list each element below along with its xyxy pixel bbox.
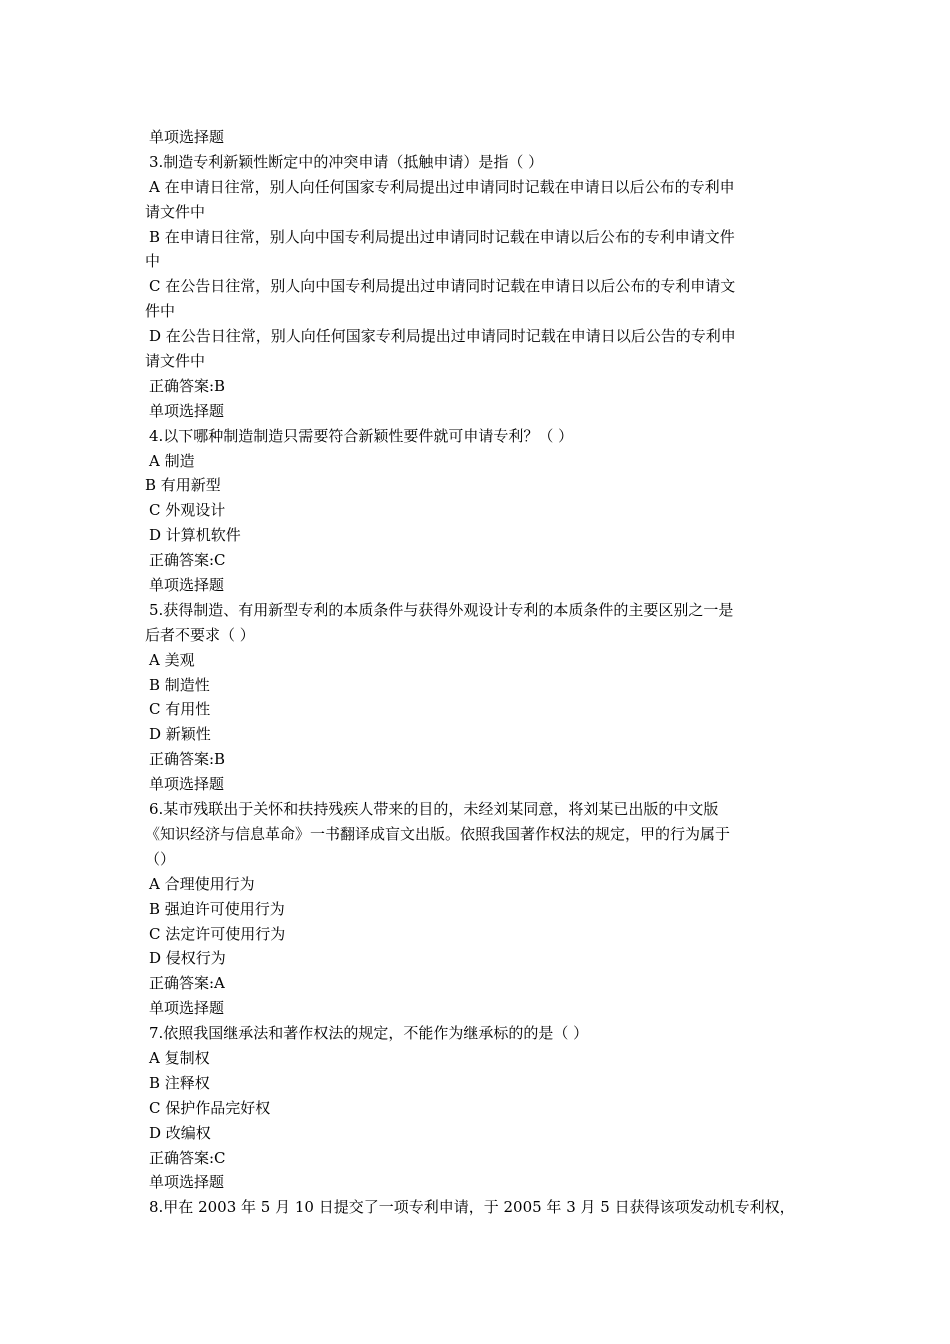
answer-option: C 有用性 — [149, 700, 211, 719]
question-text: 6.某市残联出于关怀和扶持残疾人带来的目的，未经刘某同意，将刘某已出版的中文版 — [149, 800, 719, 819]
question-text: 5.获得制造、有用新型专利的本质条件与获得外观设计专利的本质条件的主要区别之一是 — [149, 600, 734, 619]
answer-option: A 美观 — [149, 650, 195, 669]
correct-answer: 正确答案:B — [149, 376, 226, 395]
answer-option: C 法定许可使用行为 — [149, 924, 286, 943]
answer-option: A 在申请日往常，别人向任何国家专利局提出过申请同时记载在申请日以后公布的专利申 — [149, 177, 735, 196]
answer-option-continuation: 请文件中 — [145, 202, 206, 221]
answer-option: D 在公告日往常，别人向任何国家专利局提出过申请同时记载在申请日以后公告的专利申 — [149, 327, 736, 346]
answer-option: A 复制权 — [149, 1048, 210, 1067]
answer-option: D 侵权行为 — [149, 949, 226, 968]
answer-option: B 制造性 — [149, 675, 210, 694]
answer-option: B 注释权 — [149, 1073, 210, 1092]
question-type-label: 单项选择题 — [149, 1173, 225, 1192]
answer-option: B 在申请日往常，别人向中国专利局提出过申请同时记载在申请以后公布的专利申请文件 — [149, 227, 735, 246]
question-type-label: 单项选择题 — [149, 128, 225, 146]
answer-option: D 新颖性 — [149, 725, 211, 744]
answer-option: D 计算机软件 — [149, 526, 241, 545]
question-type-label: 单项选择题 — [149, 576, 225, 595]
answer-option-continuation: 件中 — [145, 302, 176, 321]
question-text: 8.甲在 2003 年 5 月 10 日提交了一项专利申请，于 2005 年 3 月 5 日获得该项发动机专利权， — [149, 1198, 795, 1217]
answer-option: C 在公告日往常，别人向中国专利局提出过申请同时记载在申请日以后公布的专利申请文 — [149, 277, 736, 296]
correct-answer: 正确答案:A — [149, 974, 225, 993]
correct-answer: 正确答案:C — [149, 551, 226, 570]
answer-option: B 强迫许可使用行为 — [149, 899, 285, 918]
question-text-continuation: （） — [145, 849, 176, 868]
answer-option: B 有用新型 — [145, 476, 221, 495]
document-body — [145, 125, 810, 1220]
question-type-label: 单项选择题 — [149, 775, 225, 794]
answer-option: A 合理使用行为 — [149, 874, 255, 893]
answer-option: C 外观设计 — [149, 501, 226, 520]
answer-option-continuation: 请文件中 — [145, 352, 206, 371]
correct-answer: 正确答案:B — [149, 750, 226, 769]
question-text-continuation: 后者不要求（ ） — [145, 625, 255, 644]
answer-option: D 改编权 — [149, 1123, 211, 1142]
question-type-label: 单项选择题 — [149, 999, 225, 1018]
answer-option-continuation: 中 — [145, 252, 161, 271]
question-text: 7.依照我国继承法和著作权法的规定，不能作为继承标的的是（ ） — [149, 1024, 589, 1043]
question-text-continuation: 《知识经济与信息革命》一书翻译成盲文出版。依照我国著作权法的规定，甲的行为属于 — [145, 824, 731, 843]
answer-option: A 制造 — [149, 451, 195, 470]
question-type-label: 单项选择题 — [149, 401, 225, 420]
correct-answer: 正确答案:C — [149, 1148, 226, 1167]
answer-option: C 保护作品完好权 — [149, 1098, 271, 1117]
question-text: 3.制造专利新颖性断定中的冲突申请（抵触申请）是指（ ） — [149, 152, 544, 171]
question-text: 4.以下哪种制造制造只需要符合新颖性要件就可申请专利？（ ） — [149, 426, 574, 445]
